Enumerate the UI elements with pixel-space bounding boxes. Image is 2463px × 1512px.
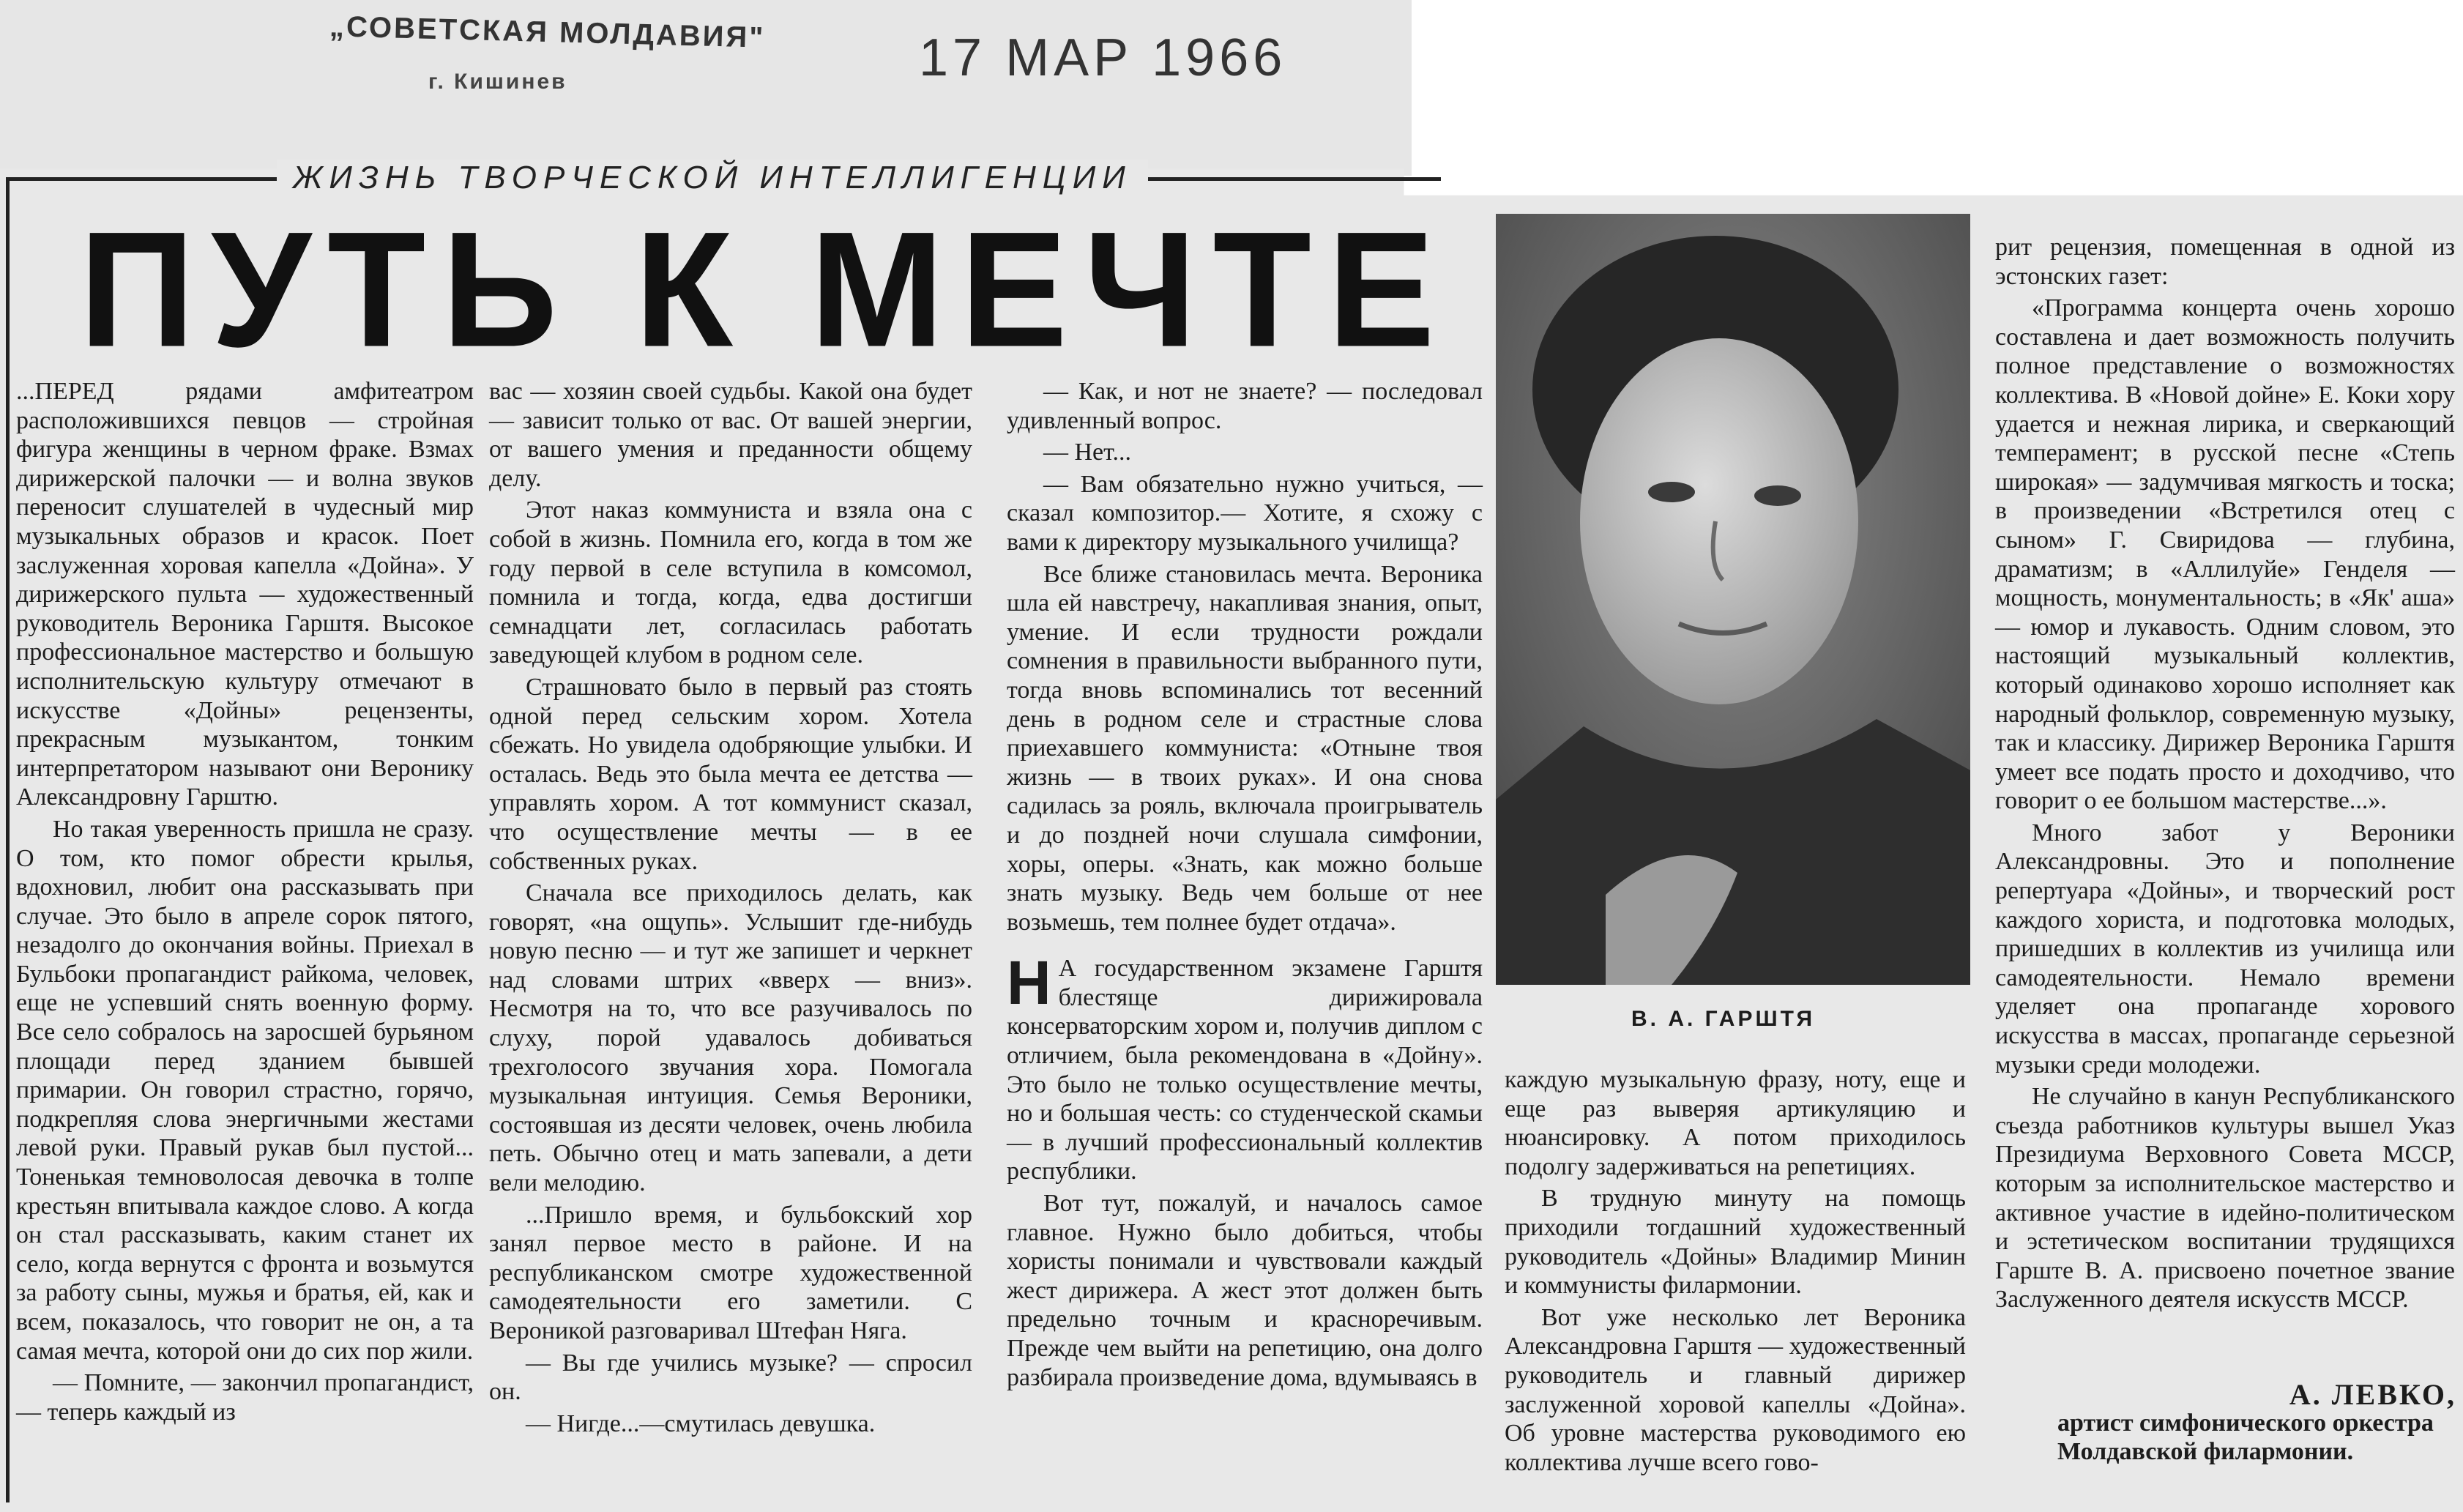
paragraph: рит рецензия, помещенная в одной из эстонских газет: (1995, 234, 2455, 290)
paragraph: Вот тут, пожалуй, и началось самое главное. Нужно было добиться, чтобы хористы понимали и чувствовали каждый жест дирижера. А жест этот должен быть предельно точным и красноречивым. Прежде чем выйти на репетицию, она долго разбирала произведение дома, вдумываясь в (1007, 1190, 1483, 1391)
paragraph: — Помните, — закончил пропагандист, — теперь каждый из (16, 1369, 474, 1426)
date-stamp: 17 МАР 1966 (919, 29, 1287, 87)
photo-caption: В. А. ГАРШТЯ (1631, 1007, 1816, 1031)
article-headline: ПУТЬ К МЕЧТЕ (79, 197, 1451, 381)
portrait-photo (1496, 214, 1970, 985)
article-column-4 (1505, 1065, 1966, 1477)
paragraph: вас — хозяин своей судьбы. Какой она будет — зависит только от вас. От вашей энергии, от вашего умения и преданности общему делу. (489, 378, 972, 492)
paragraph: Вот уже несколько лет Вероника Александровна Гарштя — художественный руководитель и главный дирижер заслуженной хоровой капеллы «Дойна». Об уровне мастерства руководимого ею коллектива лучше всего гово- (1505, 1303, 1966, 1476)
paragraph: — Нигде...—смутилась девушка. (526, 1409, 876, 1437)
paragraph: ...Пришло время, и бульбокский хор занял первое место в районе. И на республиканском смотре художественной самодеятельности его заметили. С Вероникой разговаривал Штефан Няга. (489, 1201, 972, 1344)
paragraph: ...ПЕРЕД рядами амфитеатром расположившихся певцов — стройная фигура женщины в черном фраке. Взмах дирижерской палочки — и волна звуков переносит слушателей в чудесный мир музыкальных образов и красок. Поет заслуженная хоровая капелла «Дойна». У дирижерского пульта — художественный руководитель Вероника Гарштя. Высокое профессиональное мастерство и большую исполнительскую культуру отмечают в искусстве «Дойны» рецензенты, прекрасным музыкантом, тонким интерпретатором называют они Веронику Александровну Гарштю. (16, 378, 474, 811)
paragraph: «Программа концерта очень хорошо составлена и дает возможность получить полное представление о возможностях коллектива. В «Новой дойне» Е. Коки хору удается и нежная лирика, и сверкающий темперамент; в русской песне «Степь широкая» — задумчивая мягкость и тоска; в произведении «Встретился отец с сыном» Г. Свиридова — глубина, драматизм; в «Аллилуйе» Генделя — мощность, монументальность; в «Як' аша» — юмор и лукавость. Одним словом, это настоящий музыкальный коллектив, который одинаково хорошо исполняет как народный фольклор, современную музыку, так и классику. Дирижер Вероника Гарштя умеет все подать просто и доходчиво, что говорит о ее большом мастерстве...». (1995, 294, 2455, 815)
section-rubric: ЖИЗНЬ ТВОРЧЕСКОЙ ИНТЕЛЛИГЕНЦИИ (277, 160, 1148, 196)
newspaper-name-stamp: „СОВЕТСКАЯ МОЛДАВИЯ" (329, 10, 766, 54)
paragraph: Много забот у Вероники Александровны. Это и пополнение репертуара «Дойны», и творческий рост каждого хориста, и подготовка молодых, пришедших в коллектив из училища или самодеятельности. Немало времени уделяет она пропаганде хорового искусства в массах, пропаганде серьезной музыки среди молодежи. (1995, 819, 2455, 1079)
article-column-2 (489, 377, 972, 1438)
frame-rule-left (6, 177, 10, 1502)
paragraph: В трудную минуту на помощь приходили тогдашний художественный руководитель «Дойны» Владимир Минин и коммунисты филармонии. (1505, 1185, 1966, 1300)
author-signature (2050, 1380, 2456, 1466)
article-column-3 (1007, 377, 1483, 1392)
drop-cap-letter: Н (1007, 948, 1051, 1018)
paragraph: Не случайно в канун Республиканского съезда работников культуры вышел Указ Президиума Верховного Совета МССР, которым за исполнительское мастерство и активное участие в идейно-политическом и эстетическом воспитании трудящихся Гарште В. А. присвоено почетное звание Заслуженного деятеля искусств МССР. (1995, 1083, 2455, 1314)
paragraph-drop-cap: Н А государственном экзамене Гарштя блестяще дирижировала консерваторским хором и, получив диплом с отличием, была рекомендована в «Дойну». Это было не только осуществление мечты, но и большая честь: со студенческой скамьи — в лучший профессиональный коллектив республики. (1007, 948, 1483, 1185)
city-stamp: г. Кишинев (428, 70, 567, 94)
article-column-1 (16, 377, 474, 1426)
paragraph: — Вам обязательно нужно учиться, — сказал композитор.— Хотите, я схожу с вами к директору музыкального училища? (1007, 470, 1483, 556)
paragraph: Этот наказ коммуниста и взяла она с собой в жизнь. Помнила его, когда в том же году первой в селе вступила в комсомол, помнила и тогда, когда, едва достигши семнадцати лет, согласилась работать заведующей клубом в родном селе. (489, 496, 972, 669)
paragraph: Страшновато было в первый раз стоять одной перед сельским хором. Хотела сбежать. Но увидела одобряющие улыбки. И осталась. Ведь это была мечта ее детства — управлять хором. А тот коммунист сказал, что осуществление мечты — в ее собственных руках. (489, 673, 972, 875)
paragraph: Все ближе становилась мечта. Вероника шла ей навстречу, накапливая знания, опыт, умение. И если трудности рождали сомнения в правильности выбранного пути, тогда вновь вспоминались тот весенний день в родном селе и страстные слова приехавшего коммуниста: «Отныне твоя жизнь — в твоих руках». И она снова садилась за рояль, включала проигрыватель и до поздней ночи слушала симфонии, хоры, оперы. «Знать, как можно больше знать музыку. Ведь чем больше от нее возьмешь, тем полнее будет отдача». (1007, 560, 1483, 936)
paragraph: — Вы где учились музыке? — спросил он. (489, 1349, 972, 1406)
paragraph: — Нет... (1043, 439, 1131, 466)
author-title: артист симфонического оркестра Молдавской филармонии. (2057, 1409, 2434, 1465)
paragraph: Сначала все приходилось делать, как говорят, «на ощупь». Услышит где-нибудь новую песню — и тут же запишет и черкнет над словами штрих «вверх — вниз». Несмотря на то, что все разучивалось по слуху, порой удавалось добиваться трехголосого звучания хора. Помогала музыкальная интуиция. Семья Вероники, состоявшая из десяти человек, очень любила петь. Обычно отец и мать запевали, а дети вели мелодию. (489, 879, 972, 1197)
paragraph: Но такая уверенность пришла не сразу. О том, кто помог обрести крылья, вдохновил, любит она рассказывать при случае. Это было в апреле сорок пятого, незадолго до окончания войны. Приехал в Бульбоки пропагандист райкома, человек, еще не успевший снять военную форму. Все село собралось на заросшей бурьяном площади перед зданием бывшей примарии. Он говорил страстно, горячо, подкрепляя слова энергичными жестами левой руки. Правый рукав был пустой... Тоненькая темноволосая девочка в толпе крестьян впитывала каждое слово. А когда он стал рассказывать, каким станет их село, когда вернутся с фронта и возьмутся за работу сыны, мужья и братья, ей, как и всем, показалось, что говорит не он, а та самая мечта, которой они до сих пор жили. (16, 815, 474, 1365)
author-name: А. ЛЕВКО, (2289, 1378, 2456, 1411)
article-column-5 (1995, 233, 2455, 1314)
paragraph: — Как, и нот не знаете? — последовал удивленный вопрос. (1007, 378, 1483, 434)
portrait-illustration (1496, 214, 1970, 985)
paragraph: каждую музыкальную фразу, ноту, еще и еще раз выверяя артикуляцию и нюансировку. А потом приходилось подолгу задерживаться на репетициях. (1505, 1066, 1966, 1180)
